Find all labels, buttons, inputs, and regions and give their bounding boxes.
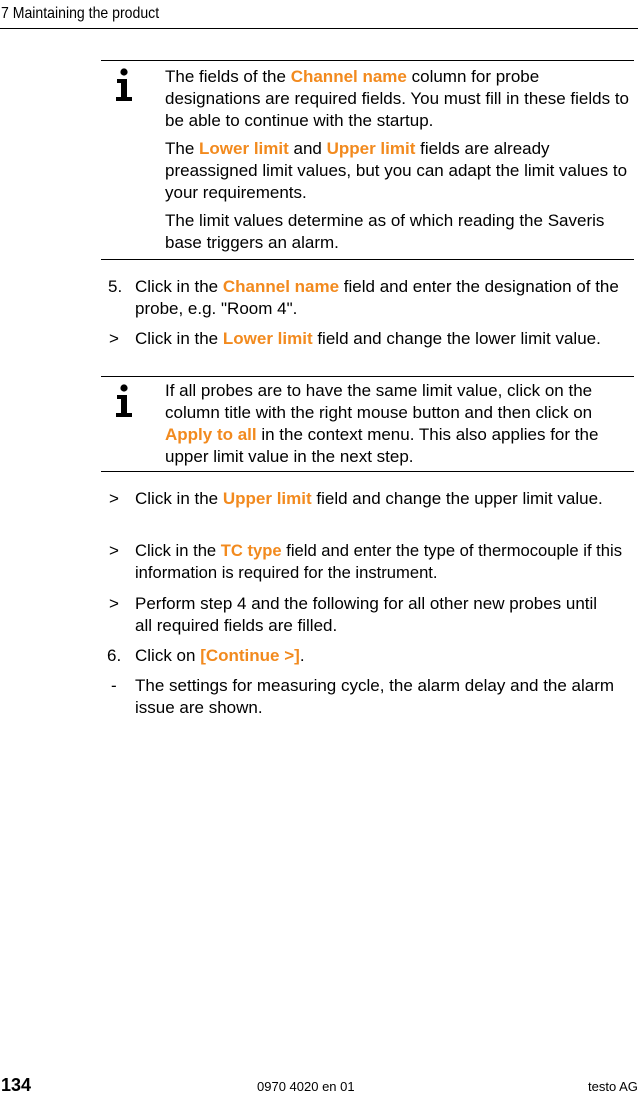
ui-term: TC type <box>220 541 282 560</box>
ui-term: Channel name <box>222 277 340 296</box>
step-text: The settings for measuring cycle, the alarm delay and the alarm issue are shown. <box>135 676 615 717</box>
info-icon <box>113 384 135 418</box>
step-marker: > <box>109 489 119 508</box>
ui-term: [Continue >] <box>200 646 300 665</box>
note-paragraph: The limit values determine as of which reading the Saveris base triggers an alarm. <box>165 211 605 252</box>
note-paragraph: The Lower limit and Upper limit fields are already preassigned limit values, but you can adapt the limit values to your requirements. <box>165 139 628 202</box>
ui-term: Apply to all <box>165 425 257 444</box>
step-marker: 6. <box>107 646 122 665</box>
note-paragraph: The fields of the Channel name column for probe designations are required fields. You must fill in these fields to be able to continue with the startup. <box>165 67 629 130</box>
note-text <box>165 66 635 254</box>
document-number: 0970 4020 en 01 <box>257 1079 355 1094</box>
step-text: Click in the TC type field and enter the type of thermocouple if this information is required for the instrument. <box>135 541 622 582</box>
step-marker: > <box>109 329 119 348</box>
step-text: Click in the Upper limit field and change the upper limit value. <box>135 489 603 508</box>
step-marker: > <box>109 541 119 560</box>
step-marker: > <box>109 594 119 613</box>
step-text: Perform step 4 and the following for all other new probes until all required fields are filled. <box>135 594 598 635</box>
info-icon <box>113 68 135 102</box>
step-text: Click on [Continue >]. <box>135 646 305 665</box>
step-text: Click in the Lower limit field and change the lower limit value. <box>135 329 601 348</box>
ui-term: Upper limit <box>222 489 312 508</box>
note-paragraph: If all probes are to have the same limit value, click on the column title with the right mouse button and then click on Apply to all in the context menu. This also applies for the upper limit value in the next step. <box>165 381 599 466</box>
ui-term: Lower limit <box>222 329 313 348</box>
company-name: testo AG <box>588 1079 638 1094</box>
step-text: Click in the Channel name field and enter the designation of the probe, e.g. "Room 4". <box>135 277 619 318</box>
page-number: 134 <box>1 1075 32 1095</box>
ui-term: Upper limit <box>326 139 416 158</box>
chapter-title: 7 Maintaining the product <box>1 5 160 22</box>
step-marker: - <box>111 676 117 695</box>
page-header <box>0 0 638 29</box>
note-text <box>165 380 635 468</box>
ui-term: Lower limit <box>199 139 289 158</box>
info-note-required-fields <box>101 60 634 260</box>
info-note-apply-to-all <box>101 376 634 472</box>
ui-term: Channel name <box>290 67 407 86</box>
step-marker: 5. <box>108 277 123 296</box>
